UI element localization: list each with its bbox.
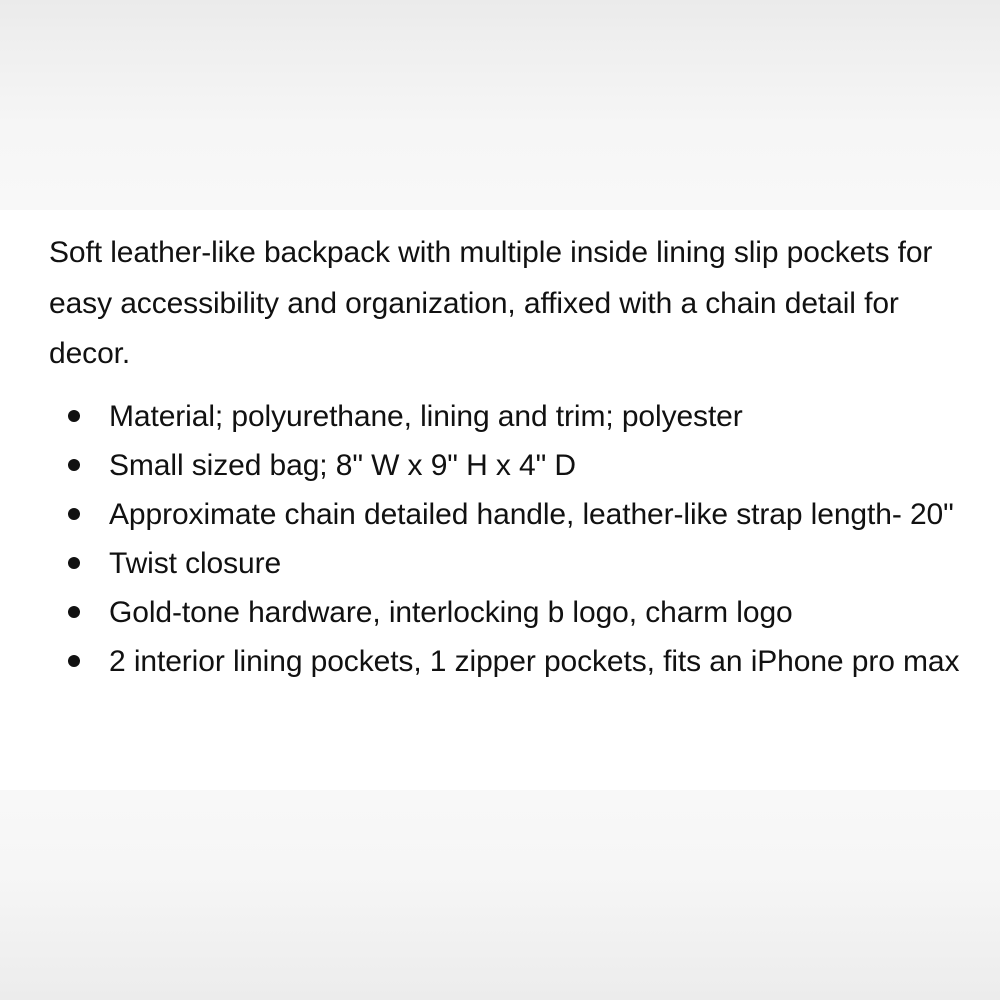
feature-item-material [49, 392, 969, 441]
bullet-icon [68, 508, 80, 520]
feature-item-handle [49, 490, 969, 539]
feature-list [49, 392, 969, 686]
bullet-icon [68, 459, 80, 471]
feature-text: Small sized bag; 8" W x 9" H x 4" D [109, 448, 576, 482]
product-description: Soft leather-like backpack with multiple inside lining slip pockets for easy accessibility and organization, affixed with a chain detail for decor. [49, 236, 933, 370]
product-description-panel [0, 210, 1000, 790]
feature-item-size [49, 441, 969, 490]
bottom-backdrop [0, 790, 1000, 1000]
feature-text: Gold-tone hardware, interlocking b logo, charm logo [109, 595, 793, 629]
feature-item-pockets [49, 637, 969, 686]
feature-text: Material; polyurethane, lining and trim; polyester [109, 399, 743, 433]
feature-text: 2 interior lining pockets, 1 zipper pockets, fits an iPhone pro max [109, 644, 960, 678]
top-backdrop [0, 0, 1000, 210]
bullet-icon [68, 557, 80, 569]
feature-item-closure [49, 539, 969, 588]
feature-item-hardware [49, 588, 969, 637]
bullet-icon [68, 410, 80, 422]
bullet-icon [68, 606, 80, 618]
feature-text: Approximate chain detailed handle, leather-like strap length- 20" [109, 497, 954, 531]
bullet-icon [68, 655, 80, 667]
feature-text: Twist closure [109, 546, 282, 580]
